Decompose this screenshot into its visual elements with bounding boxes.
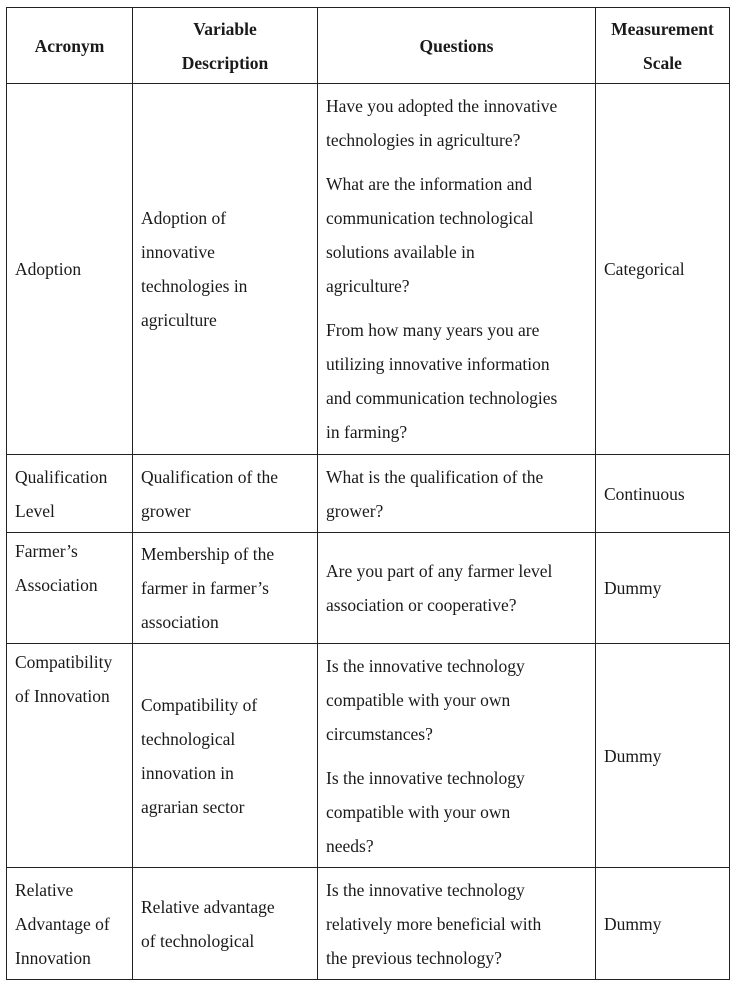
cell-acronym: Relative Advantage of Innovation [7, 868, 133, 980]
header-variable-description: Variable Description [133, 8, 318, 84]
cell-acronym: Farmer’s Association [7, 533, 133, 644]
cell-acronym: Adoption [7, 84, 133, 455]
table-row [7, 868, 730, 980]
cell-scale: Dummy [596, 533, 730, 644]
cell-scale: Dummy [596, 644, 730, 868]
question: Is the innovative technology compatible with your own needs? [326, 767, 525, 856]
header-acronym: Acronym [7, 8, 133, 84]
header-measurement-scale: Measurement Scale [596, 8, 730, 84]
question: What is the qualification of the grower? [326, 466, 544, 521]
table-row [7, 84, 730, 455]
cell-questions [318, 455, 596, 533]
cell-acronym: Qualification Level [7, 455, 133, 533]
cell-questions [318, 868, 596, 980]
cell-description: Membership of the farmer in farmer’s association [133, 533, 318, 644]
question: From how many years you are utilizing innovative information and communication technologies in farming? [326, 320, 558, 442]
question: Have you adopted the innovative technologies in agriculture? [326, 96, 558, 150]
cell-description: Qualification of the grower [133, 455, 318, 533]
header-questions: Questions [318, 8, 596, 84]
question: Is the innovative technology compatible with your own circumstances? [326, 655, 525, 744]
variables-table [6, 7, 730, 980]
cell-description: Relative advantage of technological [133, 868, 318, 980]
header-row [7, 8, 730, 84]
question: Are you part of any farmer level association or cooperative? [326, 561, 553, 615]
cell-questions [318, 84, 596, 455]
question: Is the innovative technology relatively more beneficial with the previous technology? [326, 879, 542, 968]
table-row [7, 455, 730, 533]
question: What are the information and communication technological solutions available in agriculture? [326, 174, 534, 296]
cell-description: Compatibility of technological innovation in agrarian sector [133, 644, 318, 868]
cell-questions [318, 644, 596, 868]
cell-scale: Continuous [596, 455, 730, 533]
cell-questions [318, 533, 596, 644]
table-row [7, 644, 730, 868]
cell-scale: Dummy [596, 868, 730, 980]
table-row [7, 533, 730, 644]
cell-acronym: Compatibility of Innovation [7, 644, 133, 868]
cell-description: Adoption of innovative technologies in agriculture [133, 84, 318, 455]
cell-scale: Categorical [596, 84, 730, 455]
